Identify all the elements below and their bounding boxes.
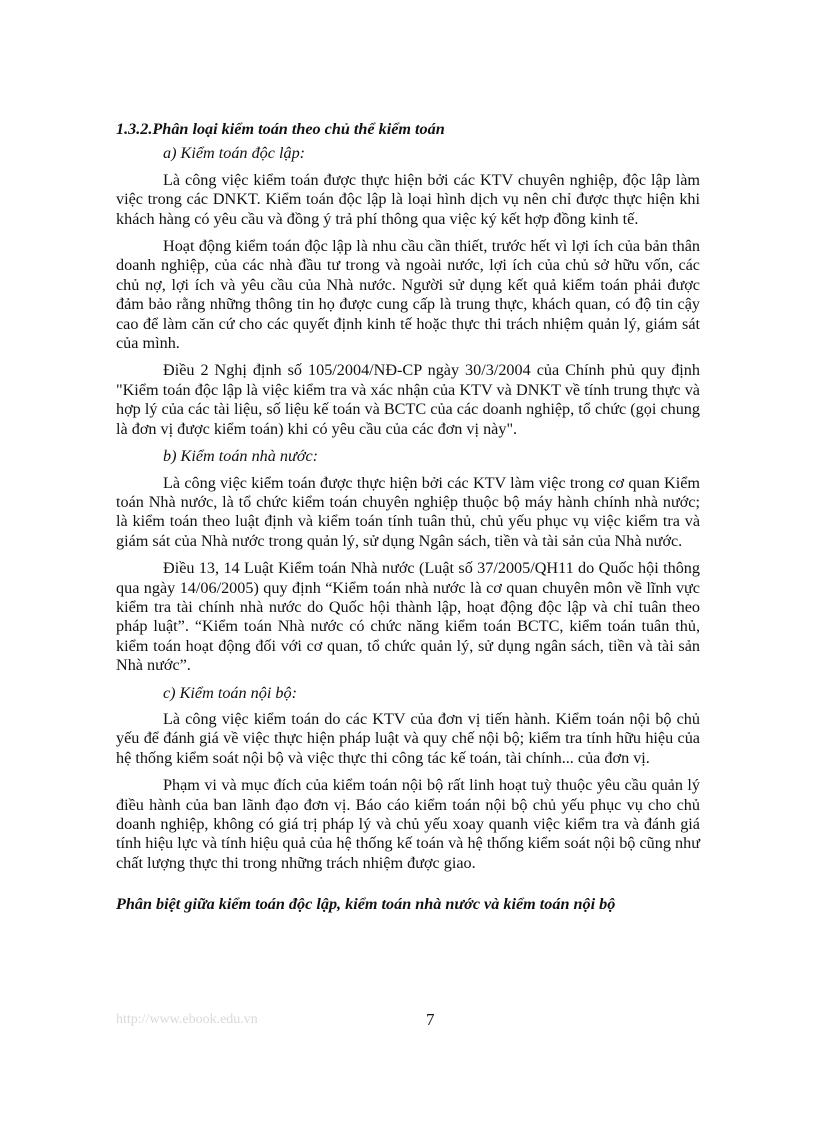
paragraph: Là công việc kiểm toán được thực hiện bởi các KTV chuyên nghiệp, độc lập làm việc trong các DNKT. Kiểm toán độc lập là loại hình dịch vụ nên chỉ được thực hiện khi khách hàng có yêu cầu và đồng ý trả phí thông qua việc ký kết hợp đồng kinh tế. <box>116 170 700 228</box>
footer-url: http://www.ebook.edu.vn <box>116 1012 258 1027</box>
comparison-heading: Phân biệt giữa kiểm toán độc lập, kiểm toán nhà nước và kiểm toán nội bộ <box>116 895 616 914</box>
paragraph: Điều 13, 14 Luật Kiểm toán Nhà nước (Luật số 37/2005/QH11 do Quốc hội thông qua ngày 14/06/2005) quy định “Kiểm toán nhà nước là cơ quan chuyên môn về lĩnh vực kiểm tra tài chính nhà nước do Quốc hội thành lập, hoạt động độc lập và chỉ tuân theo pháp luật”. “Kiểm toán Nhà nước có chức năng kiểm toán BCTC, kiểm toán tuân thủ, kiểm toán hoạt động đối với cơ quan, tổ chức quản lý, sử dụng ngân sách, tiền và tài sản Nhà nước”. <box>116 559 700 675</box>
paragraph: Là công việc kiểm toán được thực hiện bởi các KTV làm việc trong cơ quan Kiểm toán Nhà nước, là tổ chức kiểm toán chuyên nghiệp thuộc bộ máy hành chính nhà nước; là kiểm toán theo luật định và kiểm toán tính tuân thủ, chủ yếu phục vụ việc kiểm tra và giám sát của Nhà nước trong quản lý, sử dụng Ngân sách, tiền và tài sản của Nhà nước. <box>116 473 700 550</box>
paragraph: Phạm vi và mục đích của kiểm toán nội bộ rất linh hoạt tuỳ thuộc yêu cầu quản lý điều hành của ban lãnh đạo đơn vị. Báo cáo kiểm toán nội bộ chủ yếu phục vụ cho chủ doanh nghiệp, không có giá trị pháp lý và chủ yếu xoay quanh việc kiểm tra và đánh giá tính hiệu lực và tính hiệu quả của hệ thống kế toán và hệ thống kiểm soát nội bộ cũng như chất lượng thực thi trong những trách nhiệm được giao. <box>116 776 700 872</box>
paragraph: Điều 2 Nghị định số 105/2004/NĐ-CP ngày 30/3/2004 của Chính phủ quy định "Kiểm toán độc lập là việc kiểm tra và xác nhận của KTV và DNKT về tính trung thực và hợp lý của các tài liệu, số liệu kế toán và BCTC của các doanh nghiệp, tổ chức (gọi chung là đơn vị được kiểm toán) khi có yêu cầu của các đơn vị này". <box>116 361 700 438</box>
section-title: 1.3.2.Phân loại kiểm toán theo chủ thể kiểm toán <box>116 120 445 138</box>
paragraph: Là công việc kiểm toán do các KTV của đơn vị tiến hành. Kiểm toán nội bộ chủ yếu để đánh giá về việc thực hiện pháp luật và quy chế nội bộ; kiểm tra tính hữu hiệu của hệ thống kiểm soát nội bộ và việc thực thi công tác kế toán, tài chính... của đơn vị. <box>116 709 700 767</box>
subheading-state-audit: b) Kiểm toán nhà nước: <box>163 447 319 466</box>
subheading-internal-audit: c) Kiểm toán nội bộ: <box>163 683 297 702</box>
subheading-independent-audit: a) Kiểm toán độc lập: <box>163 144 306 163</box>
document-page <box>116 120 700 915</box>
paragraph: Hoạt động kiểm toán độc lập là nhu cầu cần thiết, trước hết vì lợi ích của bản thân doanh nghiệp, của các nhà đầu tư trong và ngoài nước, lợi ích của chủ sở hữu vốn, các chủ nợ, lợi ích và yêu cầu của Nhà nước. Người sử dụng kết quả kiểm toán phải được đảm bảo rằng những thông tin họ được cung cấp là trung thực, khách quan, có độ tin cậy cao để làm căn cứ cho các quyết định kinh tế hoặc thực thi trách nhiệm quản lý, giám sát của mình. <box>116 237 700 353</box>
page-number: 7 <box>426 1010 435 1029</box>
